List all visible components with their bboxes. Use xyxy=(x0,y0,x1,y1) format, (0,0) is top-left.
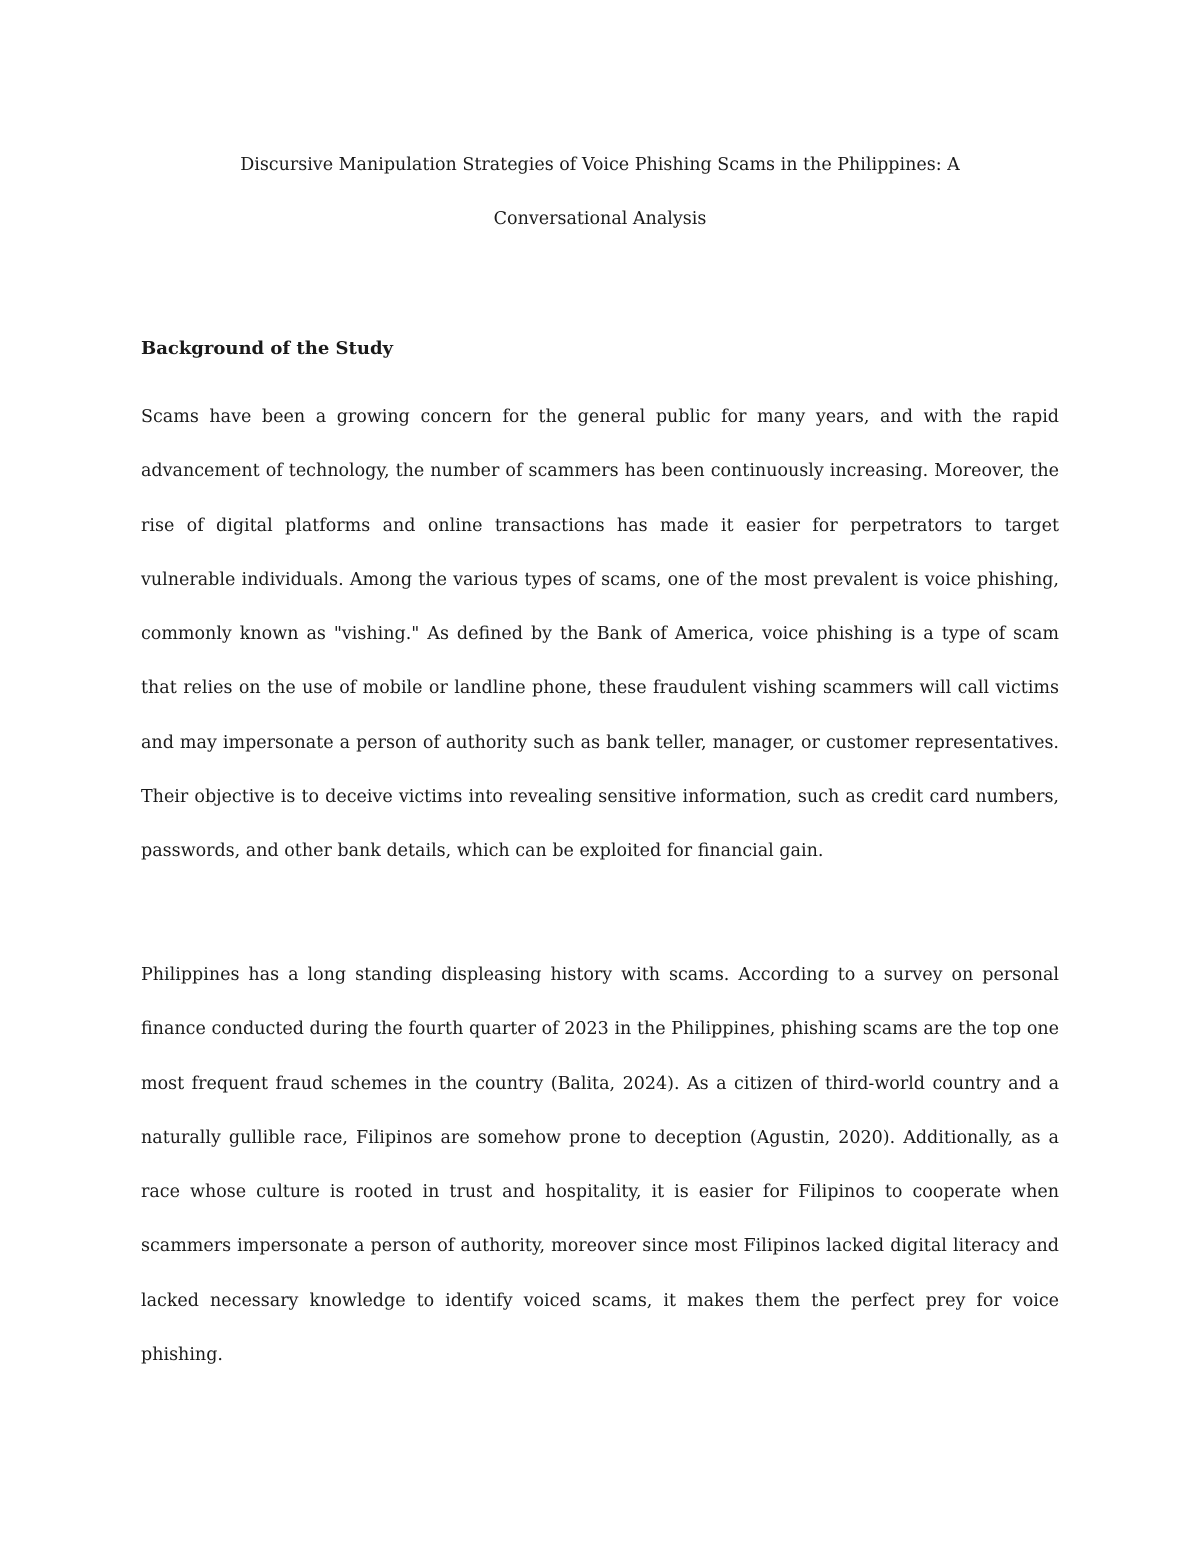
document-title xyxy=(141,138,1059,246)
paragraph-2: Philippines has a long standing displeasing history with scams. According to a survey on personal finance conducted during the fourth quarter of 2023 in the Philippines, phishing scams are the top one most frequent fraud schemes in the country (Balita, 2024). As a citizen of third-world country and a naturally gullible race, Filipinos are somehow prone to deception (Agustin, 2020). Additionally, as a race whose culture is rooted in trust and hospitality, it is easier for Filipinos to cooperate when scammers impersonate a person of authority, moreover since most Filipinos lacked digital literacy and lacked necessary knowledge to identify voiced scams, it makes them the perfect prey for voice phishing. xyxy=(141,965,1059,1366)
title-line-2: Conversational Analysis xyxy=(493,209,707,229)
section-heading: Background of the Study xyxy=(141,338,393,359)
paragraph-1: Scams have been a growing concern for the general public for many years, and with the rapid advancement of technology, the number of scammers has been continuously increasing. Moreover, the rise of digital platforms and online transactions has made it easier for perpetrators to target vulnerable individuals. Among the various types of scams, one of the most prevalent is voice phishing, commonly known as "vishing." As defined by the Bank of America, voice phishing is a type of scam that relies on the use of mobile or landline phone, these fraudulent vishing scammers will call victims and may impersonate a person of authority such as bank teller, manager, or customer representatives. Their objective is to deceive victims into revealing sensitive information, such as credit card numbers, passwords, and other bank details, which can be exploited for financial gain. xyxy=(141,407,1059,862)
title-line-1: Discursive Manipulation Strategies of Voice Phishing Scams in the Philippines: A xyxy=(240,155,960,175)
